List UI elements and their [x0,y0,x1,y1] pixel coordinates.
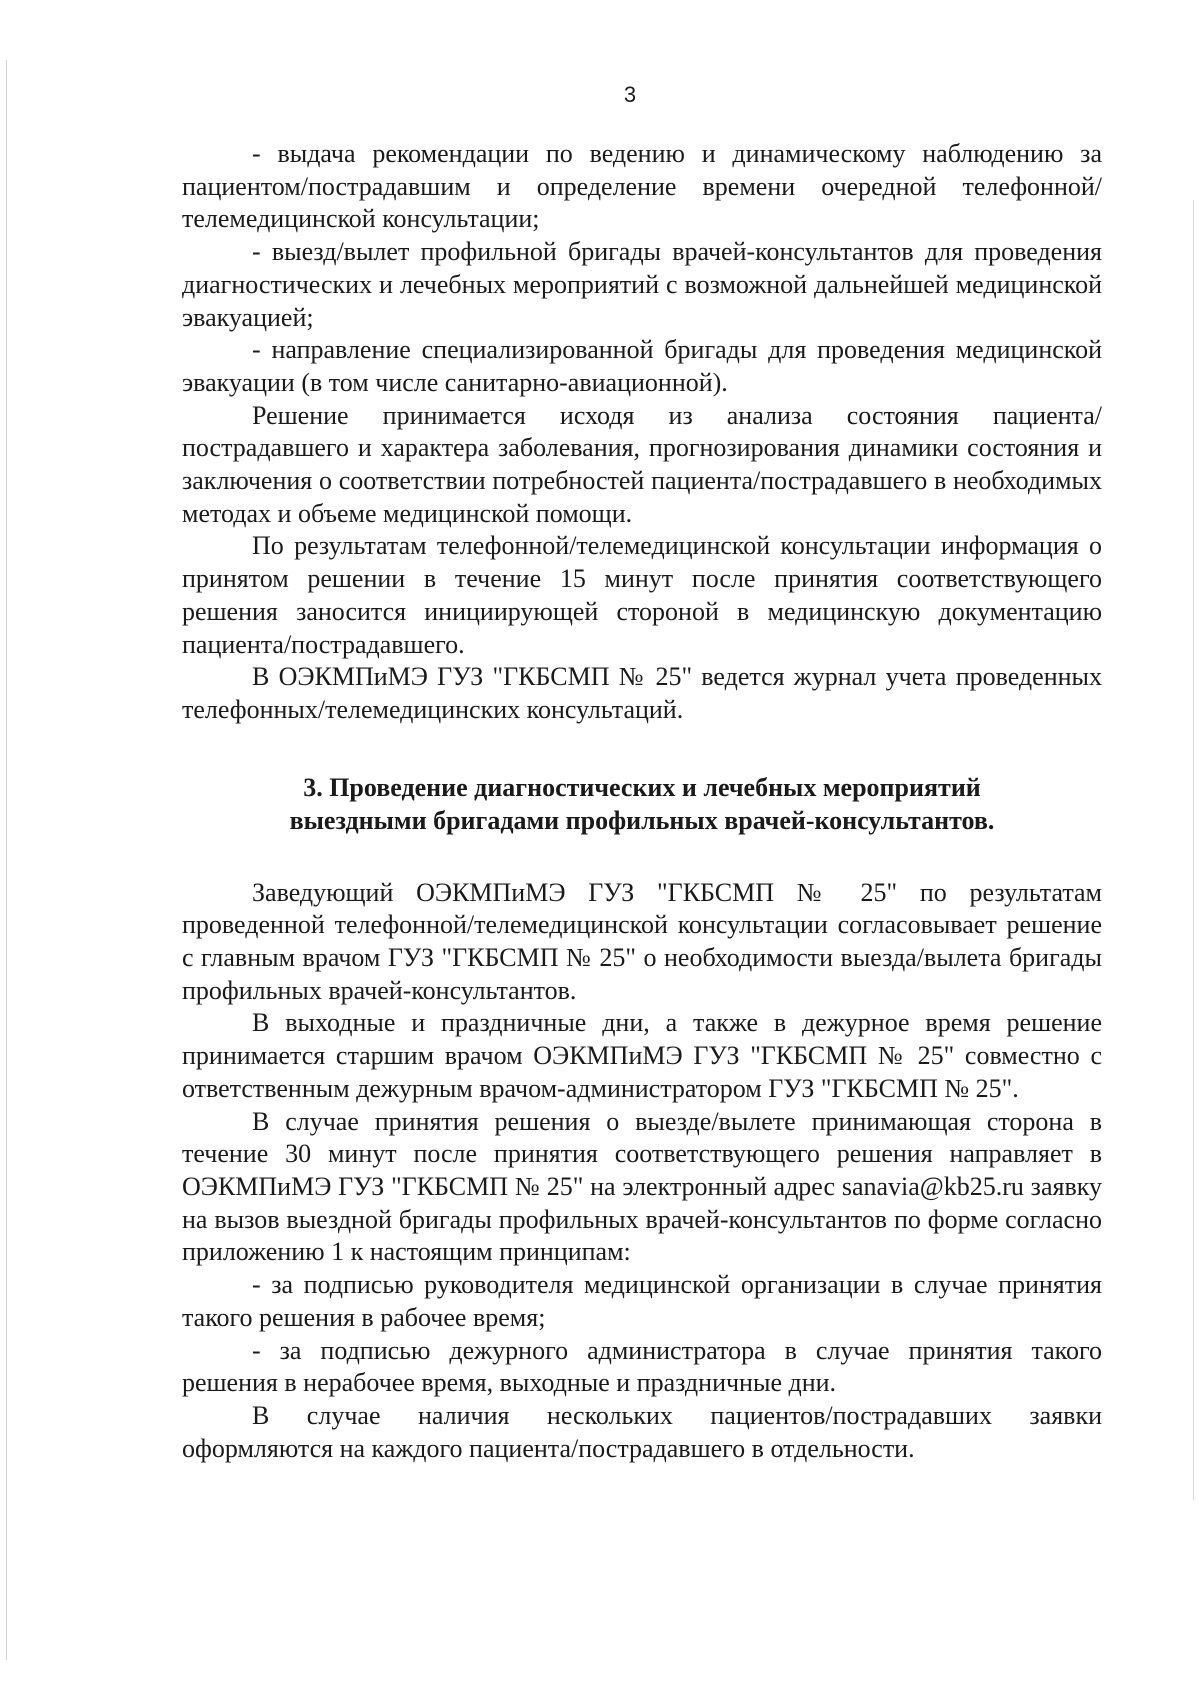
scan-edge-mark-right [1193,200,1194,1500]
paragraph: В ОЭКМПиМЭ ГУЗ "ГКБСМП № 25" ведется журнал учета проведенных телефонных/телемедицинских консультаций. [182,662,1102,724]
paragraph: Решение принимается исходя из анализа состояния пациента/пострадавшего и характера заболевания, прогнозирования динамики состояния и заключения о соответствии потребностей пациента/пострадавшего в необходимых методах и объеме медицинской помощи. [182,400,1102,528]
paragraph: - за подписью дежурного администратора в случае принятия такого решения в нерабочее время, выходные и праздничные дни. [182,1335,1102,1398]
document-body [182,138,1102,1465]
paragraph: В случае наличия нескольких пациентов/пострадавших заявки оформляются на каждого пациента/пострадавшего в отдельности. [182,1400,1102,1463]
section-heading [182,771,1102,837]
page-number: 3 [623,82,637,107]
scan-edge-mark [6,60,7,1660]
paragraph: - выдача рекомендации по ведению и динамическому наблюдению за пациентом/пострадавшим и определение времени очередной телефонной/телемедицинской консультации; [182,139,1102,234]
paragraph: В случае принятия решения о выезде/вылете принимающая сторона в течение 30 минут после принятия соответствующего решения направляет в ОЭКМПиМЭ ГУЗ "ГКБСМП № 25" на электронный адрес sanavia@kb25.ru заявку на вызов выездной бригады профильных врачей-консультантов по форме согласно приложению 1 к настоящим принципам: [182,1106,1102,1267]
paragraph: - выезд/вылет профильной бригады врачей-консультантов для проведения диагностических и лечебных мероприятий с возможной дальнейшей медицинской эвакуацией; [182,237,1102,332]
paragraph: В выходные и праздничные дни, а также в дежурное время решение принимается старшим врачом ОЭКМПиМЭ ГУЗ "ГКБСМП № 25" совместно с ответственным дежурным врачом-администратором ГУЗ "ГКБСМП № 25". [182,1008,1102,1103]
section-heading-line: 3. Проведение диагностических и лечебных мероприятий [303,772,981,802]
section-heading-line: выездными бригадами профильных врачей-консультантов. [289,805,995,835]
paragraph: Заведующий ОЭКМПиМЭ ГУЗ "ГКБСМП № 25" по результатам проведенной телефонной/телемедицинской консультации согласовывает решение с главным врачом ГУЗ "ГКБСМП № 25" о необходимости выезда/вылета бригады профильных врачей-консультантов. [182,877,1102,1005]
paragraph: По результатам телефонной/телемедицинской консультации информация о принятом решении в течение 15 минут после принятия соответствующего решения заносится инициирующей стороной в медицинскую документацию пациента/пострадавшего. [182,531,1102,659]
paragraph: - за подписью руководителя медицинской организации в случае принятия такого решения в рабочее время; [182,1270,1102,1332]
paragraph: - направление специализированной бригады для проведения медицинской эвакуации (в том числе санитарно-авиационной). [182,335,1102,397]
